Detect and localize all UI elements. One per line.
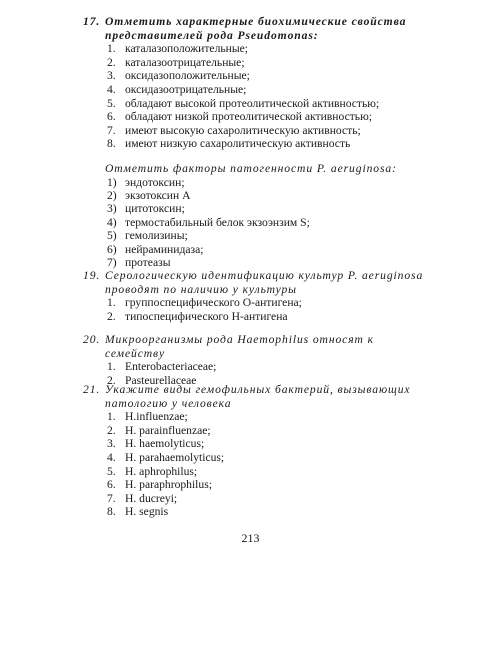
- option-number: 1.: [107, 296, 116, 310]
- option-text: H. segnis: [125, 505, 169, 519]
- answer-option: [107, 202, 428, 215]
- option-number: 5): [107, 229, 117, 243]
- question-subtitle: Отметить факторы патогенности P. aeruginosa:: [105, 161, 397, 175]
- answer-option: [107, 296, 428, 310]
- option-number: 4): [107, 215, 117, 229]
- question-title: Серологическую идентификацию культур P. aeruginosa проводят по наличию у культуры: [105, 269, 424, 296]
- answer-option: [107, 97, 428, 111]
- question-heading: [83, 383, 428, 410]
- answer-option: [107, 83, 428, 97]
- option-text: имеют высокую сахаролитическую активность;: [125, 123, 361, 137]
- option-number: 4.: [107, 450, 116, 464]
- option-number: 8.: [107, 137, 116, 151]
- option-text: H. paraphrophilus;: [125, 478, 212, 492]
- answer-option: [107, 216, 428, 229]
- question-number: 20.: [83, 333, 101, 346]
- answer-list: [83, 410, 428, 519]
- option-text: эндотоксин;: [125, 175, 185, 189]
- answer-option: [107, 124, 428, 138]
- option-text: каталазоотрицательные;: [125, 55, 245, 69]
- answer-list: [83, 42, 428, 151]
- answer-option: [107, 42, 428, 56]
- option-text: цитотоксин;: [125, 202, 185, 216]
- answer-option: [107, 229, 428, 242]
- option-text: типоспецифического Н-антигена: [125, 309, 288, 323]
- option-number: 2): [107, 188, 117, 202]
- option-number: 7): [107, 255, 117, 269]
- option-text: оксидазоотрицательные;: [125, 82, 247, 96]
- option-text: экзотоксин А: [125, 188, 191, 202]
- question-20: [83, 333, 428, 387]
- option-number: 2.: [107, 309, 116, 323]
- option-number: 1.: [107, 360, 116, 374]
- answer-option: [107, 56, 428, 70]
- answer-option: [107, 189, 428, 202]
- option-number: 1): [107, 175, 117, 189]
- option-number: 5.: [107, 96, 116, 110]
- question-heading: [83, 269, 428, 296]
- option-number: 6.: [107, 478, 116, 492]
- answer-option: [107, 310, 428, 324]
- option-number: 2.: [107, 423, 116, 437]
- option-text: H. haemolyticus;: [125, 437, 205, 451]
- question-title: Микроорганизмы рода Haemophilus относят к семейству: [105, 333, 374, 360]
- answer-option: [107, 410, 428, 424]
- answer-list: [83, 176, 428, 270]
- question-number: 17.: [83, 15, 101, 28]
- answer-option: [107, 243, 428, 256]
- answer-option: [107, 137, 428, 151]
- option-text: имеют низкую сахаролитическую активность: [125, 137, 351, 151]
- question-title: Укажите виды гемофильных бактерий, вызывающих патологию у человека: [105, 383, 411, 410]
- option-text: протеазы: [125, 255, 171, 269]
- question-heading: [83, 15, 428, 42]
- answer-option: [107, 505, 428, 519]
- question-heading: [83, 333, 428, 360]
- option-number: 5.: [107, 464, 116, 478]
- answer-option: [107, 69, 428, 83]
- answer-option: [107, 437, 428, 451]
- answer-option: [107, 256, 428, 269]
- option-number: 6): [107, 242, 117, 256]
- option-text: термостабильный белок экзоэнзим S;: [125, 215, 310, 229]
- option-text: H. parahaemolyticus;: [125, 450, 225, 464]
- answer-option: [107, 110, 428, 124]
- question-title: Отметить характерные биохимические свойства представителей рода Pseudomonas:: [105, 15, 407, 42]
- option-text: H. parainfluenzae;: [125, 423, 211, 437]
- option-number: 6.: [107, 110, 116, 124]
- option-number: 3): [107, 202, 117, 216]
- question-19: [83, 269, 428, 323]
- option-number: 1.: [107, 410, 116, 424]
- answer-list: [83, 296, 428, 323]
- option-text: гемолизины;: [125, 229, 188, 243]
- option-text: Enterobacteriaceae;: [125, 360, 217, 374]
- option-number: 3.: [107, 437, 116, 451]
- option-number: 8.: [107, 505, 116, 519]
- option-number: 3.: [107, 69, 116, 83]
- option-text: H. ducreyi;: [125, 491, 178, 505]
- option-number: 4.: [107, 82, 116, 96]
- option-text: группоспецифического О-антигена;: [125, 296, 302, 310]
- answer-option: [107, 478, 428, 492]
- question-number: 19.: [83, 269, 101, 282]
- page-number: 213: [241, 531, 260, 545]
- question-number: 21.: [83, 383, 101, 396]
- option-text: обладают высокой протеолитической активностью;: [125, 96, 380, 110]
- option-text: H.influenzae;: [125, 410, 188, 424]
- option-text: каталазоположительные;: [125, 42, 249, 56]
- option-number: 7.: [107, 491, 116, 505]
- option-number: 7.: [107, 123, 116, 137]
- answer-option: [107, 176, 428, 189]
- option-text: Pasteurellaceae: [125, 373, 197, 387]
- answer-option: [107, 492, 428, 506]
- answer-option: [107, 451, 428, 465]
- option-text: оксидазоположительные;: [125, 69, 250, 83]
- answer-option: [107, 465, 428, 479]
- option-text: H. aphrophilus;: [125, 464, 198, 478]
- option-text: обладают низкой протеолитической активностью;: [125, 110, 372, 124]
- question-17: [83, 15, 428, 269]
- option-text: нейраминидаза;: [125, 242, 204, 256]
- answer-option: [107, 424, 428, 438]
- option-number: 2.: [107, 55, 116, 69]
- option-number: 2.: [107, 373, 116, 387]
- option-number: 1.: [107, 42, 116, 56]
- question-21: [83, 383, 428, 519]
- answer-option: [107, 360, 428, 374]
